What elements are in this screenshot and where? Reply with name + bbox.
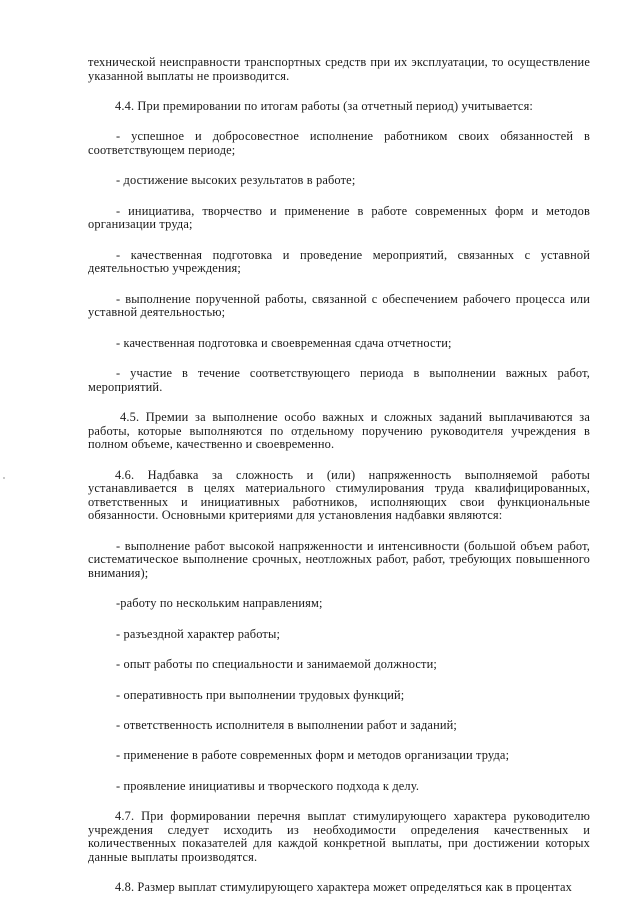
list-item: - успешное и добросовестное исполнение работником своих обязанностей в соответствующем периоде; bbox=[88, 129, 590, 157]
list-item: - ответственность исполнителя в выполнении работ и заданий; bbox=[116, 717, 458, 732]
list-item: - качественная подготовка и проведение мероприятий, связанных с уставной деятельностью учреждения; bbox=[88, 247, 590, 276]
list-item: - инициатива, творчество и применение в работе современных форм и методов организации труда; bbox=[88, 203, 590, 232]
document-page bbox=[88, 56, 590, 912]
list-item: - применение в работе современных форм и методов организации труда; bbox=[116, 748, 510, 763]
paragraph-4-5: 4.5. Премии за выполнение особо важных и сложных заданий выплачиваются за работы, которые выполняются по отдельному поручению руководителя учреждения в полном объеме, качественно и своевременно. bbox=[88, 410, 590, 452]
list-item: - проявление инициативы и творческого подхода к делу. bbox=[116, 778, 420, 793]
paragraph-4-6: 4.6. Надбавка за сложность и (или) напряженность выполняемой работы устанавливается в целях материального стимулирования труда квалифицированных, ответственных и инициативных работников, исполняющих свои функциональные обязанности. Основными критериями для установления надбавки являются: bbox=[88, 467, 590, 523]
list-item: - достижение высоких результатов в работе; bbox=[116, 173, 356, 188]
paragraph-continuation: технической неисправности транспортных средств при их эксплуатации, то осуществление указанной выплаты не производится. bbox=[88, 55, 590, 83]
list-item: - оперативность при выполнении трудовых функций; bbox=[116, 687, 405, 702]
list-item: - разъездной характер работы; bbox=[116, 626, 281, 641]
scan-speck bbox=[3, 477, 5, 479]
paragraph-4-7: 4.7. При формировании перечня выплат стимулирующего характера руководителю учреждения следует исходить из необходимости определения качественных и количественных показателей для каждой конкретной выплаты, при достижении которых данные выплаты производятся. bbox=[88, 809, 590, 864]
list-item: - качественная подготовка и своевременная сдача отчетности; bbox=[116, 335, 452, 350]
list-item: - участие в течение соответствующего периода в выполнении важных работ, мероприятий. bbox=[88, 366, 590, 394]
paragraph-4-4: 4.4. При премировании по итогам работы (за отчетный период) учитывается: bbox=[115, 98, 534, 113]
list-item: - выполнение порученной работы, связанной с обеспечением рабочего процесса или уставной деятельностью; bbox=[88, 291, 590, 320]
paragraph-4-8: 4.8. Размер выплат стимулирующего характера может определяться как в процентах bbox=[115, 880, 573, 895]
list-item: - выполнение работ высокой напряженности и интенсивности (большой объем работ, систематическое выполнение срочных, неотложных работ, работ, требующих повышенного внимания); bbox=[88, 538, 590, 581]
list-item: -работу по нескольким направлениям; bbox=[116, 596, 323, 611]
list-item: - опыт работы по специальности и занимаемой должности; bbox=[116, 657, 437, 672]
